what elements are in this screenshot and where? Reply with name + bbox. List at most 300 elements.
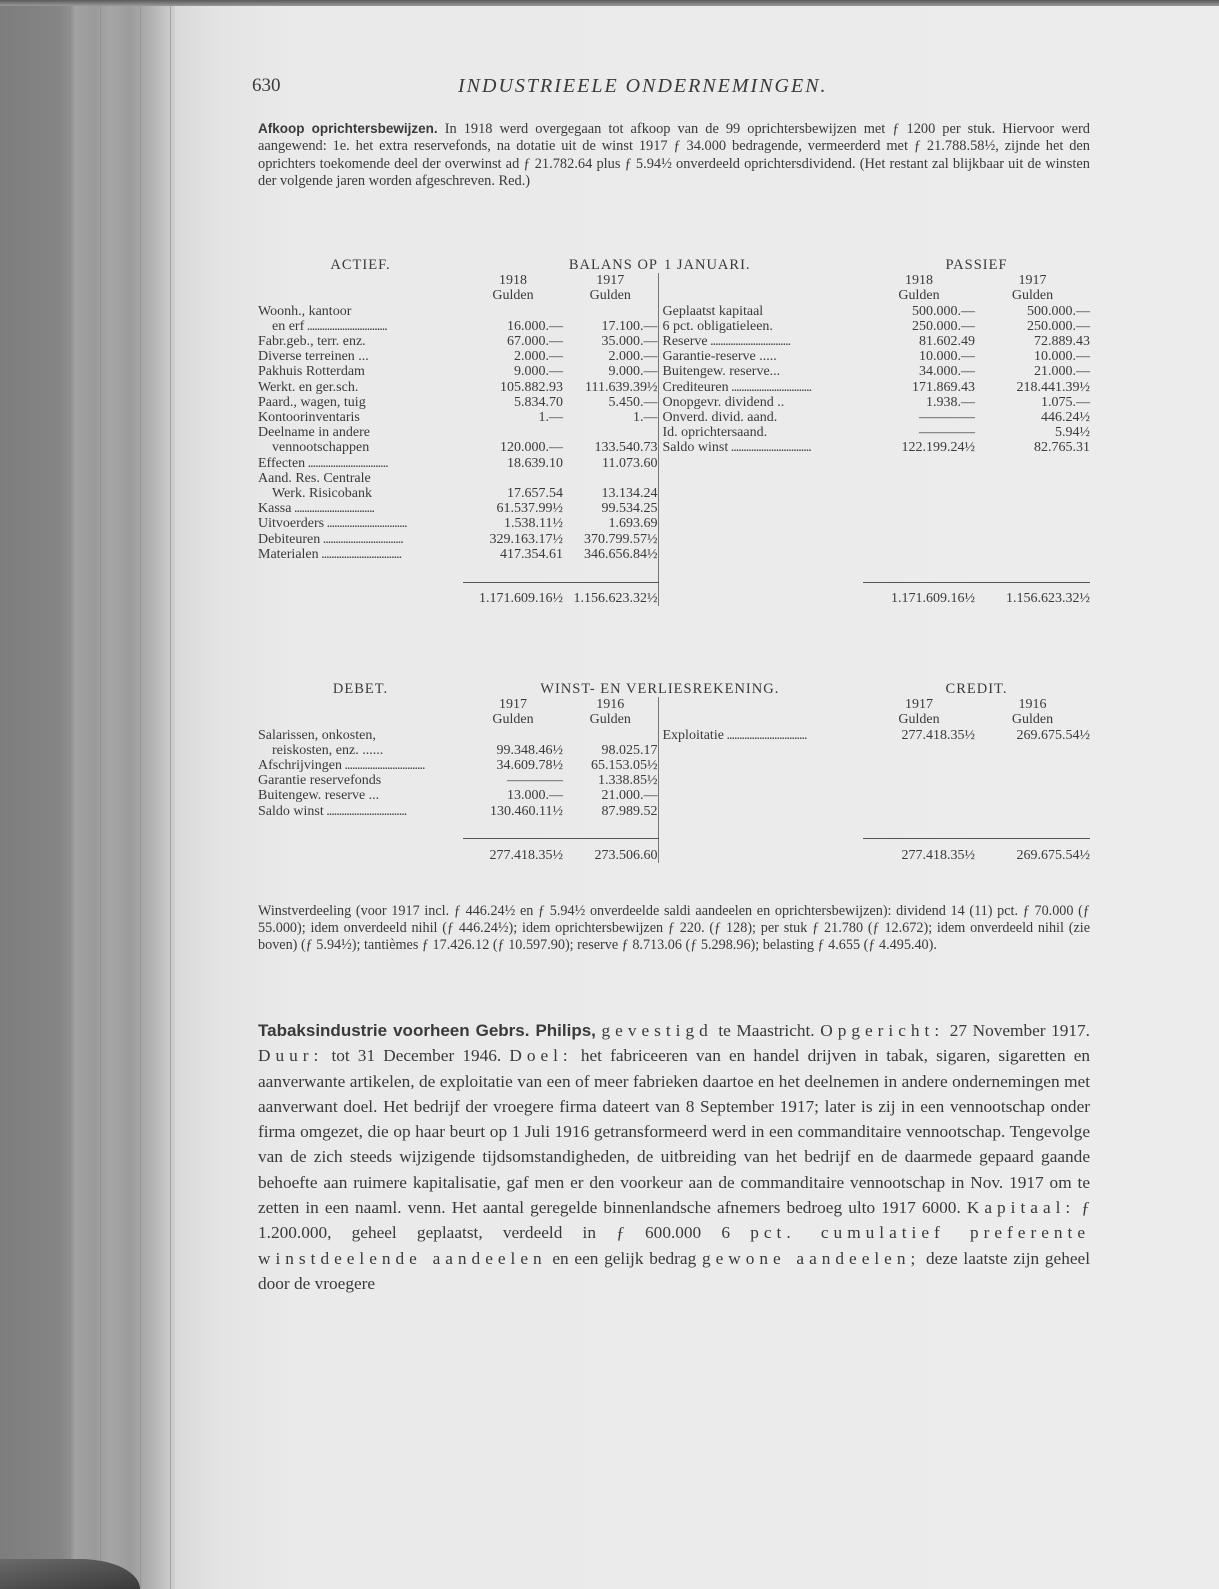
total-1917: 1.156.623.32½ [1006,590,1090,606]
label-text: Saldo winst [258,803,324,819]
table-cell [975,471,1090,486]
row-label [258,364,463,379]
value-1916 [563,728,658,743]
label-text: Saldo winst [662,440,729,456]
table-cell [658,758,863,773]
table-cell [975,486,1090,501]
value-1918: ———— [919,425,975,441]
value-1916: 21.000.— [601,788,658,804]
value-1917: 277.418.35½ [901,727,975,743]
leader-dots [324,516,407,531]
text-spaced: Opgericht: [820,1021,945,1040]
value-1917: 72.889.43 [1034,334,1090,350]
row-label [258,758,463,773]
year-col: 1917 [499,697,527,713]
currency-col: Gulden [1011,288,1054,304]
row-label [258,547,463,562]
table-row [258,728,1090,743]
table-cell [975,773,1090,788]
row-label [258,501,463,516]
value-1918: 120.000.— [500,440,563,456]
currency-col: Gulden [492,712,534,728]
value-1917: ———— [507,773,563,789]
table-row [258,319,1090,334]
value-1918: 5.834.70 [514,394,563,410]
value-1917: 34.609.78½ [496,758,563,774]
value-1917: 82.765.31 [1034,440,1090,456]
credit-header: CREDIT. [945,681,1008,697]
table-cell [658,456,863,471]
value-1917 [463,728,563,743]
label-text: Buitengew. reserve ... [258,788,380,804]
row-label [658,728,863,743]
table-cell [258,582,463,606]
row-label [658,319,863,334]
balans-title-left: BALANS OP [568,257,658,273]
value-1918: 67.000.— [507,334,563,350]
page-edge-line [170,0,171,1589]
row-label [258,395,463,410]
table-cell [863,456,975,471]
value-1917: 346.656.84½ [584,546,658,562]
table-cell [658,288,863,303]
winst-title-right: LIESREKENING. [658,681,780,697]
table-cell [658,743,863,758]
value-1917 [563,304,658,319]
text: deze laatste zijn geheel door de vroegere [258,1248,1090,1293]
value-1918: ———— [919,410,975,426]
leader-dots [324,804,407,819]
table-row [258,380,1090,395]
row-label [258,319,463,334]
value-1918: 9.000.— [514,364,563,380]
table-cell [658,788,863,803]
table-cell [258,819,463,839]
row-label [258,773,463,788]
table-row [258,547,1090,562]
year-col: 1917 [905,697,933,713]
table-cell [658,547,863,562]
label-text: Fabr.geb., terr. enz. [258,334,366,350]
table-cell [658,839,863,863]
leader-dots [728,440,811,455]
value-1918: 18.639.10 [507,455,563,471]
text-spaced: Kapitaal: [966,1198,1076,1218]
book-top-edge [0,0,1219,6]
table-cell [975,516,1090,531]
label-text: Garantie reservefonds [258,773,382,789]
table-cell [463,819,658,839]
text-spaced: gevestigd [601,1021,713,1040]
table-cell [863,532,975,547]
text: het fabriceeren van en handel drijven in tabak, sigaren, sigaretten en aanverwante artikelen, de exploitatie van een of meer fabrieken daartoe en het deelnemen in andere ondernemingen met aanverwant doel. Het bedrijf der vroegere firma dateert van 8 September 1917; later is zij in een vennootschap onder firma omgezet, die op haar beurt op 1 Juli 1916 getransformeerd werd in een commanditaire vennootschap. Tengevolge van de zich steeds wijzigende tijdsomstandigheden, de uitbreiding van het bedrijf en de daarmede gepaard gaande behoefte aan ruimere kapitalisatie, gaf men er den voorkeur aan de commanditaire vennootschap in Nov. 1917 om te zetten in een naaml. venn. Het aantal geregelde binnenlandsche afnemers bedroeg ulto 1917 6000. [258,1046,1091,1218]
value-1917: 99.534.25 [601,501,658,517]
total-1917: 277.418.35½ [489,847,563,863]
table-cell [658,273,863,288]
tabak-paragraph [258,1018,1090,1296]
text: ƒ 1.200.000, geheel geplaatst, verdeeld in ƒ 600.000 6 [258,1198,1090,1243]
label-text: Werkt. en ger.sch. [258,379,359,395]
label-text: Crediteuren [662,379,729,395]
row-label [658,349,863,364]
table-cell [863,562,1090,582]
row-label [258,410,463,425]
text-spaced: gewone aandeelen; [701,1248,921,1268]
value-1917: 21.000.— [1034,364,1090,380]
label-text: Paard., wagen, tuig [258,394,366,410]
row-label [258,471,463,486]
table-cell [863,501,975,516]
row-label [658,395,863,410]
table-row [258,395,1090,410]
table-cell [863,486,975,501]
value-1917: 1.075.— [1041,394,1090,410]
year-col: 1916 [1018,697,1047,713]
value-1916: 87.989.52 [601,803,658,819]
table-cell [975,743,1090,758]
table-cell [863,758,975,773]
value-1917: 13.000.— [507,788,563,804]
table-row [258,425,1090,440]
text-spaced: pct. cumulatief preferente winstdeelende aandeelen [258,1223,1090,1268]
value-1917: 1.— [633,410,658,426]
table-row [258,288,1090,303]
value-1918: 105.882.93 [500,379,563,395]
table-row [258,273,1090,288]
table-row [258,334,1090,349]
text-spaced: Duur: [258,1046,324,1066]
balans-title-right: 1 JANUARI. [664,257,751,273]
value-1918 [463,471,563,486]
value-1918: 61.537.99½ [496,501,563,517]
value-1918: 122.199.24½ [901,440,975,456]
table-cell [863,773,975,788]
label-text: Onopgevr. dividend .. [662,394,785,410]
value-1917: 13.134.24 [601,486,658,502]
value-1917: 500.000.— [1027,303,1090,319]
value-1918: 171.869.43 [912,379,975,395]
value-1917: 446.24½ [1041,410,1090,426]
value-1916: 98.025.17 [601,742,658,758]
text: te Maastricht. [718,1021,815,1040]
total-1918: 1.171.609.16½ [891,590,975,606]
value-1917: 250.000.— [1027,318,1090,334]
label-text: Werk. Risicobank [272,486,372,502]
currency-col: Gulden [492,288,534,304]
currency-col: Gulden [589,712,631,728]
table-row [258,532,1090,547]
value-1918: 329.163.17½ [489,531,563,547]
year-col: 1916 [596,697,625,713]
row-label [658,334,863,349]
table-cell [975,501,1090,516]
table-cell [258,562,463,582]
currency-col: Gulden [589,288,631,304]
row-label [658,380,863,395]
table-row [258,562,1090,582]
label-text: Buitengew. reserve... [662,364,781,380]
value-1918: 417.354.61 [500,546,563,562]
label-text: Onverd. divid. aand. [662,410,778,426]
page-edge-line [70,0,71,1589]
text: en een gelijk bedrag [552,1248,697,1268]
balans-title-row [258,258,1090,273]
passief-header: PASSIEF [945,257,1008,273]
row-label [658,410,863,425]
table-cell [975,547,1090,562]
label-text: Woonh., kantoor [258,303,352,319]
label-text: Materialen [258,546,319,562]
leader-dots [342,758,425,773]
label-text: en erf [272,318,305,334]
profit-loss-table [258,682,1090,863]
table-row [258,773,1090,788]
value-1917: 11.073.60 [602,455,658,471]
value-1917: 5.94½ [1055,425,1090,441]
table-cell [975,804,1090,819]
table-cell [258,273,463,288]
table-row [258,758,1090,773]
row-label [258,486,463,501]
total-1917: 277.418.35½ [901,847,975,863]
row-label [658,425,863,440]
debet-header: DEBET. [332,681,389,697]
table-cell [463,562,658,582]
row-label [658,364,863,379]
value-1917: 370.799.57½ [584,531,658,547]
year-col: 1917 [1018,273,1047,289]
row-label [658,440,863,455]
table-cell [658,582,863,606]
table-row [258,440,1090,455]
table-row [258,682,1090,697]
text: 27 November 1917. [949,1021,1090,1040]
row-label [258,516,463,531]
leader-dots [291,501,374,516]
value-1918: 34.000.— [919,364,975,380]
total-1916: 269.675.54½ [1016,847,1090,863]
totals-row [258,582,1090,606]
value-1917: 10.000.— [1034,349,1090,365]
table-cell [863,819,1090,839]
label-text: Afschrijvingen [258,758,342,774]
row-label [658,304,863,319]
table-cell [863,547,975,562]
value-1918: 2.000.— [514,349,563,365]
label-text: Pakhuis Rotterdam [258,364,365,380]
year-col: 1918 [499,273,527,289]
leader-dots [305,456,388,471]
value-1917: 130.460.11½ [490,803,563,819]
table-cell [658,819,863,839]
leader-dots [724,728,807,743]
table-cell [863,743,975,758]
running-head-title: INDUSTRIEELE ONDERNEMINGEN. [458,75,828,97]
value-1917 [563,471,658,486]
table-row [258,410,1090,425]
label-text: Reserve [662,334,708,350]
table-cell [658,471,863,486]
afkoop-heading: Afkoop oprichtersbewijzen. [258,121,438,136]
value-1916: 269.675.54½ [1016,727,1090,743]
leader-dots [708,334,791,349]
table-row [258,743,1090,758]
value-1918: 1.— [538,410,563,426]
table-cell [258,839,463,863]
table-cell [975,758,1090,773]
table-row [258,712,1090,727]
table-row [258,364,1090,379]
value-1918: 16.000.— [507,318,563,334]
value-1918: 500.000.— [912,303,975,319]
value-1917 [563,425,658,440]
table-cell [658,804,863,819]
row-label [258,380,463,395]
value-1917: 111.639.39½ [585,379,658,395]
row-label [258,788,463,803]
label-text: Diverse terreinen ... [258,349,369,365]
row-label [258,456,463,471]
row-label [258,304,463,319]
leader-dots [319,547,402,562]
afkoop-paragraph [258,120,1090,191]
label-text: reiskosten, enz. ...... [272,742,384,758]
table-cell [658,712,863,727]
value-1918 [463,304,563,319]
currency-col: Gulden [898,288,940,304]
table-cell [863,788,975,803]
table-row [258,456,1090,471]
label-text: Effecten [258,455,306,471]
table-row [258,788,1090,803]
page-edge-line [140,0,141,1589]
row-label [258,334,463,349]
afkoop-text: In 1918 werd overgegaan tot afkoop van de 99 oprichtersbewijzen met ƒ 1200 per stuk. Hiervoor werd aangewend: 1e. het extra reservefonds, na dotatie uit de winst 1917 ƒ 34.000 bedragende, vermeerderd met ƒ 21.788.58½, zijnde het den oprichters toekomende deel der overwinst ad ƒ 21.782.64 plus ƒ 5.94½ onverdeeld oprichtersdividend. (Het restant zal blijkbaar uit de winsten der volgende jaren worden afgeschreven. Red.) [258,121,1090,190]
value-1918: 10.000.— [919,349,975,365]
year-col: 1918 [905,273,933,289]
currency-col: Gulden [1011,712,1054,728]
table-row [258,501,1090,516]
label-text: Uitvoerders [258,516,325,532]
table-row [258,516,1090,531]
currency-col: Gulden [898,712,940,728]
value-1918: 17.657.54 [507,486,563,502]
value-1916: 65.153.05½ [591,758,658,774]
actief-header: ACTIEF. [330,257,391,273]
table-cell [258,712,463,727]
label-text: Exploitatie [662,727,724,743]
value-1918 [463,425,563,440]
value-1917: 9.000.— [608,364,658,380]
table-cell [658,501,863,516]
table-cell [658,773,863,788]
value-1917: 2.000.— [608,349,658,365]
label-text: Garantie-reserve ..... [662,349,777,365]
table-cell [863,804,975,819]
total-1917: 1.156.623.32½ [573,590,658,606]
running-head [252,75,1090,99]
winst-title-left: WINST- EN VER [540,681,658,697]
table-cell [658,486,863,501]
value-1917: 218.441.39½ [1016,379,1090,395]
text: tot 31 December 1946. [331,1046,502,1066]
tabak-heading: Tabaksindustrie voorheen Gebrs. Philips, [258,1021,596,1040]
total-1916: 273.506.60 [594,847,658,863]
value-1917: 35.000.— [601,334,658,350]
table-row [258,804,1090,819]
leader-dots [304,319,387,334]
row-label [258,743,463,758]
label-text: Id. oprichtersaand. [662,425,768,441]
row-label [258,440,463,455]
table-cell [863,516,975,531]
table-cell [975,532,1090,547]
row-label [258,728,463,743]
value-1918: 81.602.49 [919,334,975,350]
table-row [258,349,1090,364]
label-text: Kontoorinventaris [258,410,360,426]
leader-dots [320,532,403,547]
year-col: 1917 [596,273,625,289]
table-cell [658,532,863,547]
label-text: Geplaatst kapitaal [662,303,764,319]
total-1918: 1.171.609.16½ [479,590,563,606]
leader-dots [729,380,812,395]
table-cell [258,697,463,712]
page-edge-line [100,0,101,1589]
table-row [258,304,1090,319]
totals-row [258,839,1090,863]
row-label [258,532,463,547]
table-cell [975,788,1090,803]
table-cell [863,471,975,486]
value-1918: 250.000.— [912,318,975,334]
table-row [258,486,1090,501]
label-text: 6 pct. obligatieleen. [662,318,773,334]
table-cell [658,562,863,582]
value-1917: 17.100.— [601,318,658,334]
balance-sheet-table [258,258,1090,606]
table-row [258,697,1090,712]
value-1917: 5.450.— [608,394,658,410]
label-text: Deelname in andere [258,425,370,441]
value-1918: 1.938.— [926,394,975,410]
value-1918: 1.538.11½ [504,516,563,532]
value-1917: 1.693.69 [608,516,658,532]
label-text: Debiteuren [258,531,321,547]
label-text: Kassa [258,501,292,517]
value-1917: 99.348.46½ [496,742,563,758]
table-row [258,471,1090,486]
table-cell [258,288,463,303]
label-text: Aand. Res. Centrale [258,470,371,486]
value-1917: 133.540.73 [594,440,658,456]
text-spaced: Doel: [509,1046,573,1066]
table-cell [975,456,1090,471]
winstverdeeling-paragraph: Winstverdeeling (voor 1917 incl. ƒ 446.24½ en ƒ 5.94½ onverdeelde saldi aandeelen en oprichtersbewijzen): dividend 14 (11) pct. ƒ 70.000 (ƒ 55.000); idem onverdeeld nihil (ƒ 446.24½); idem oprichtersbewijzen ƒ 220. (ƒ 128); per stuk ƒ 21.780 (ƒ 12.672); idem onverdeeld nihil (zie boven) (ƒ 5.94½); tantièmes ƒ 17.426.12 (ƒ 10.597.90); reserve ƒ 8.713.06 (ƒ 5.298.96); belasting ƒ 4.655 (ƒ 4.495.40). [258,903,1090,954]
book-binding-edge [0,0,175,1589]
row-label [258,349,463,364]
table-cell [658,516,863,531]
page-number: 630 [252,75,281,96]
value-1916: 1.338.85½ [598,773,658,789]
row-label [258,804,463,819]
table-cell [658,697,863,712]
table-row [258,819,1090,839]
label-text: Salarissen, onkosten, [258,727,376,743]
label-text: vennootschappen [272,440,370,456]
row-label [258,425,463,440]
